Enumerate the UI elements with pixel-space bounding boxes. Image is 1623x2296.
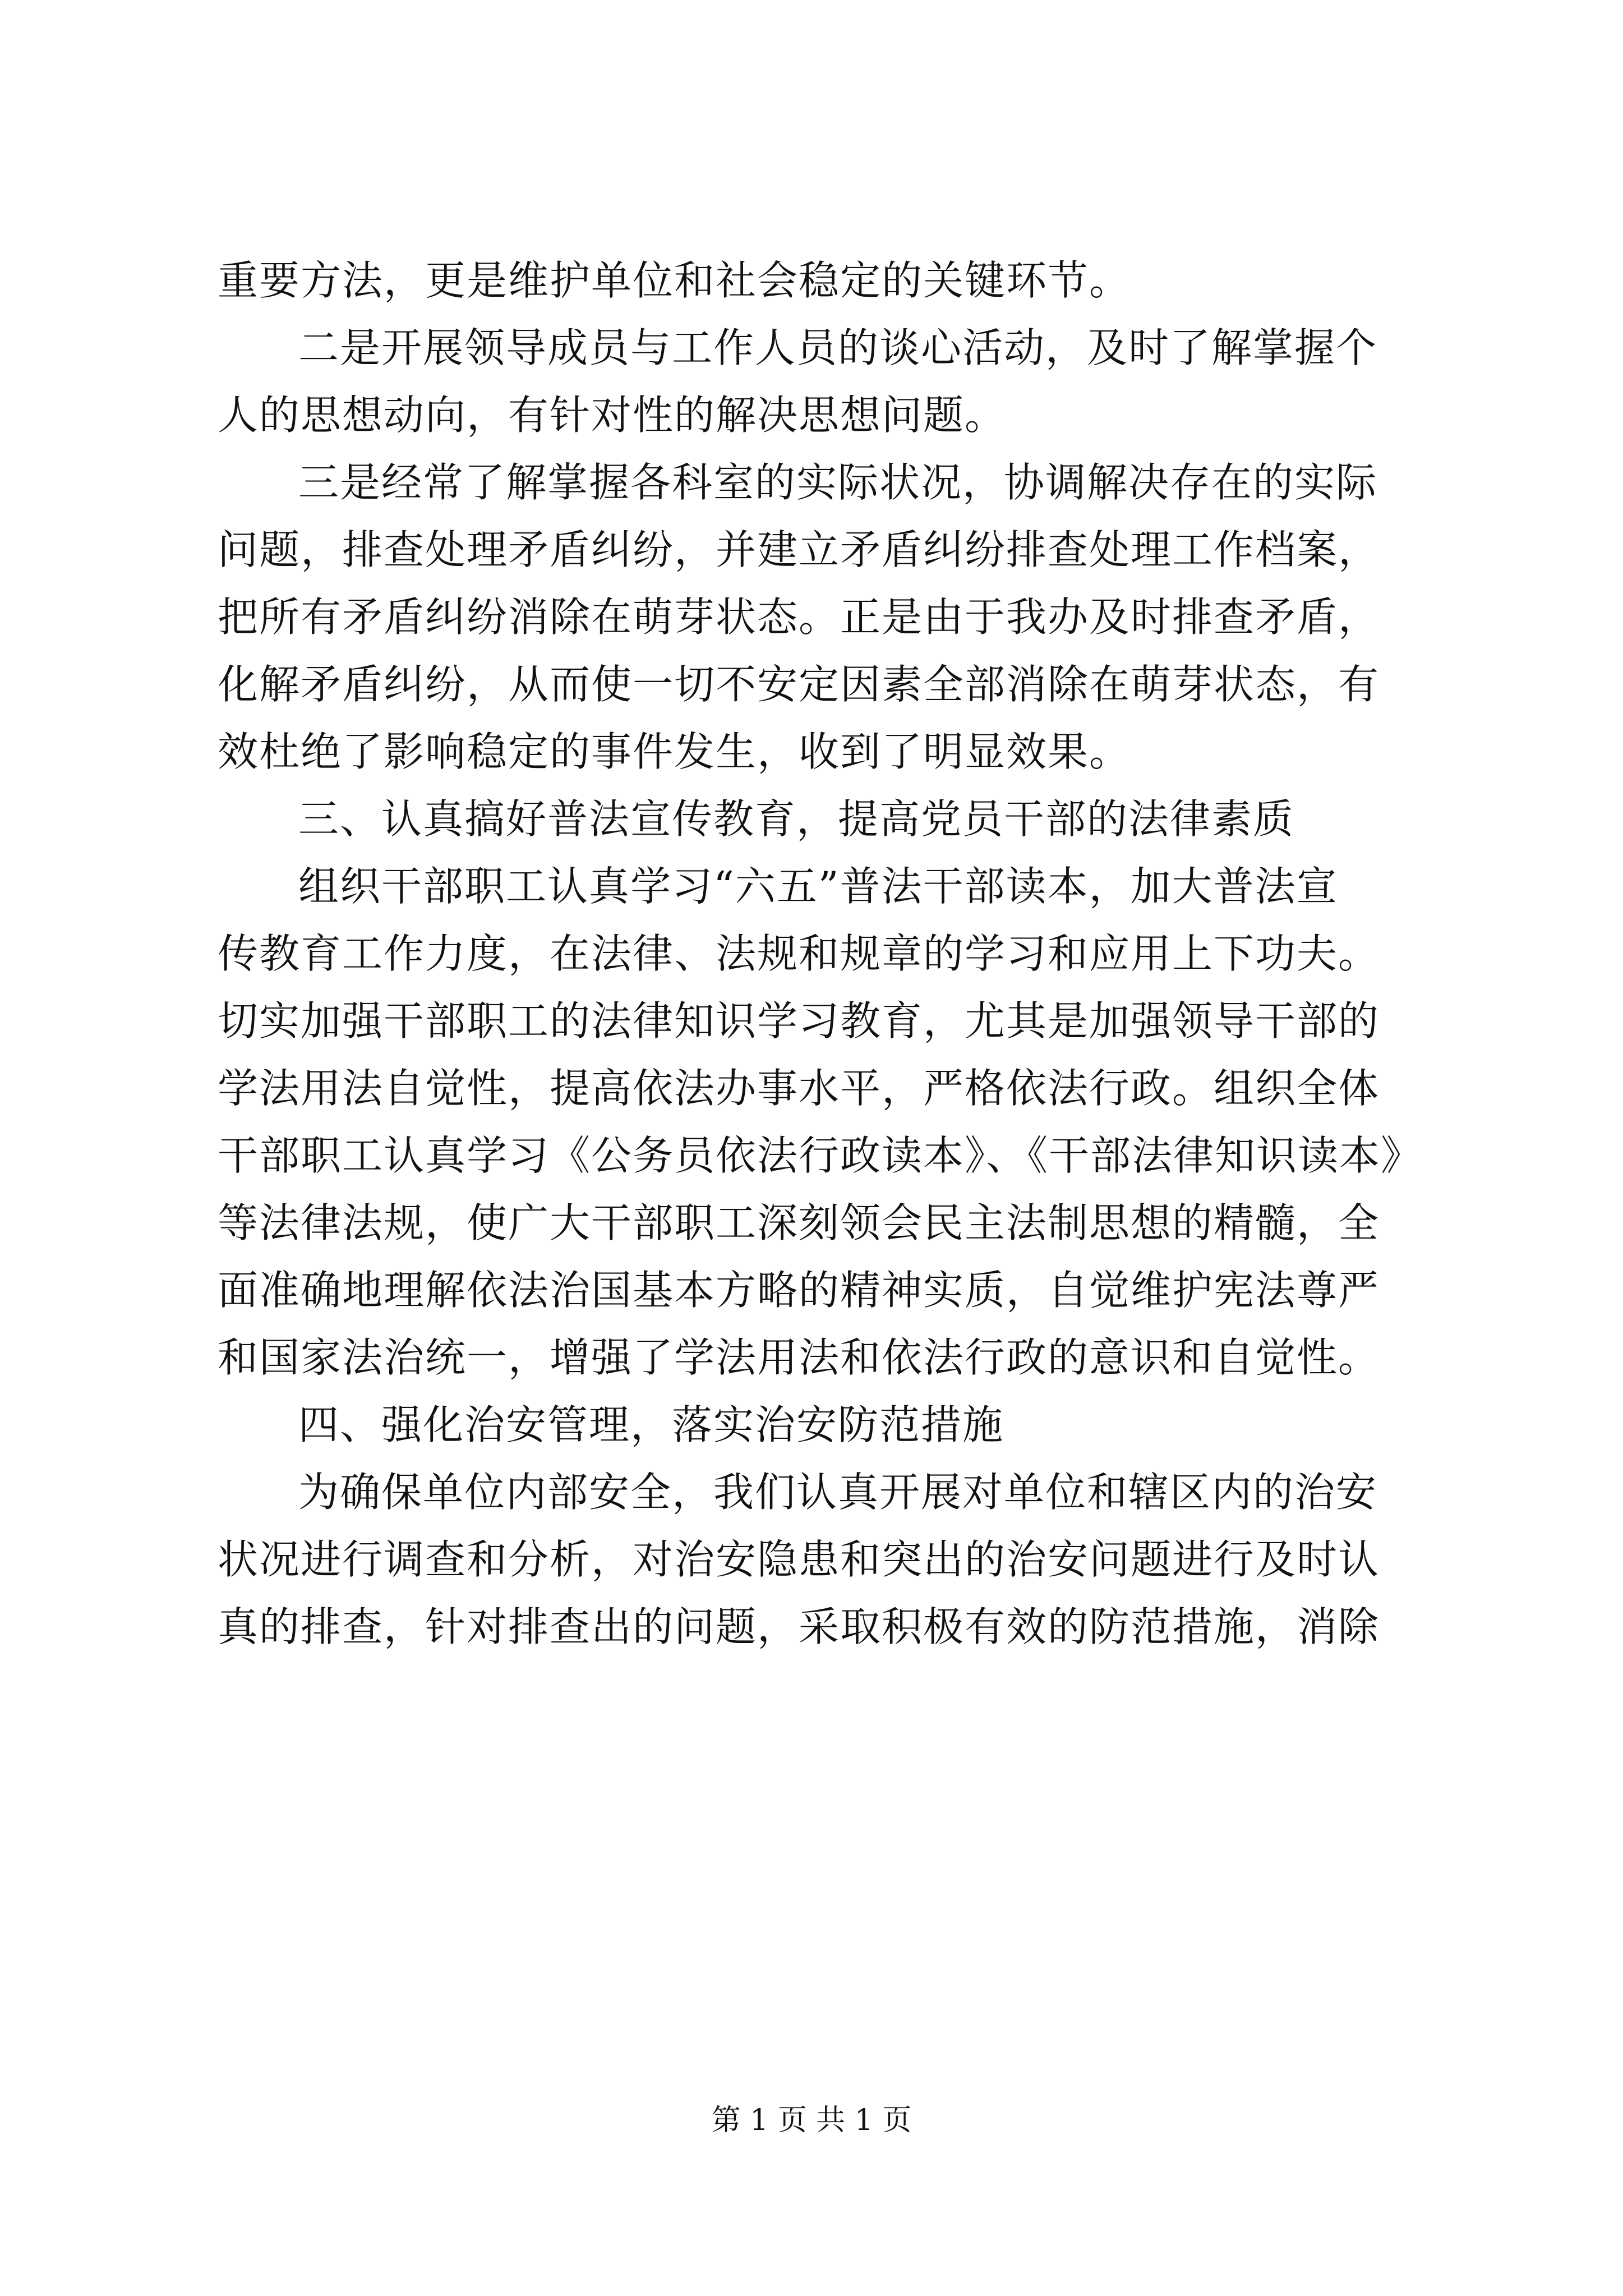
text-line: 切实加强干部职工的法律知识学习教育，尤其是加强领导干部的 [218, 997, 1380, 1045]
paragraph-first-line: 组织干部职工认真学习“六五”普法干部读本，加大普法宣 [298, 863, 1338, 910]
text-line: 和国家法治统一，增强了学法用法和依法行政的意识和自觉性。 [218, 1334, 1380, 1381]
text-line: 人的思想动向，有针对性的解决思想问题。 [218, 392, 1007, 439]
section-heading: 四、强化治安管理，落实治安防范措施 [298, 1401, 1004, 1448]
paragraph-first-line: 二是开展领导成员与工作人员的谈心活动，及时了解掌握个 [298, 324, 1378, 371]
paragraph-first-line: 三是经常了解掌握各科室的实际状况，协调解决存在的实际 [298, 459, 1378, 506]
text-line: 问题，排查处理矛盾纠纷，并建立矛盾纠纷排查处理工作档案， [218, 526, 1380, 573]
text-line: 化解矛盾纠纷，从而使一切不安定因素全部消除在萌芽状态，有 [218, 661, 1380, 708]
text-line: 重要方法，更是维护单位和社会稳定的关键环节。 [218, 257, 1131, 304]
text-line: 学法用法自觉性，提高依法办事水平，严格依法行政。组织全体 [218, 1065, 1380, 1112]
text-line: 等法律法规，使广大干部职工深刻领会民主法制思想的精髓，全 [218, 1199, 1380, 1246]
text-line: 干部职工认真学习《公务员依法行政读本》、《干部法律知识读本》 [218, 1132, 1423, 1179]
text-line: 把所有矛盾纠纷消除在萌芽状态。正是由于我办及时排查矛盾， [218, 593, 1380, 641]
text-line: 效杜绝了影响稳定的事件发生，收到了明显效果。 [218, 728, 1131, 775]
text-line: 状况进行调查和分析，对治安隐患和突出的治安问题进行及时认 [218, 1536, 1380, 1583]
paragraph-first-line: 为确保单位内部安全，我们认真开展对单位和辖区内的治安 [298, 1469, 1378, 1516]
page-footer: 第 1 页 共 1 页 [711, 2104, 912, 2137]
text-line: 传教育工作力度，在法律、法规和规章的学习和应用上下功夫。 [218, 930, 1380, 977]
text-line: 真的排查，针对排查出的问题，采取积极有效的防范措施，消除 [218, 1603, 1380, 1650]
text-line: 面准确地理解依法治国基本方略的精神实质，自觉维护宪法尊严 [218, 1267, 1380, 1314]
section-heading: 三、认真搞好普法宣传教育，提高党员干部的法律素质 [298, 795, 1295, 843]
